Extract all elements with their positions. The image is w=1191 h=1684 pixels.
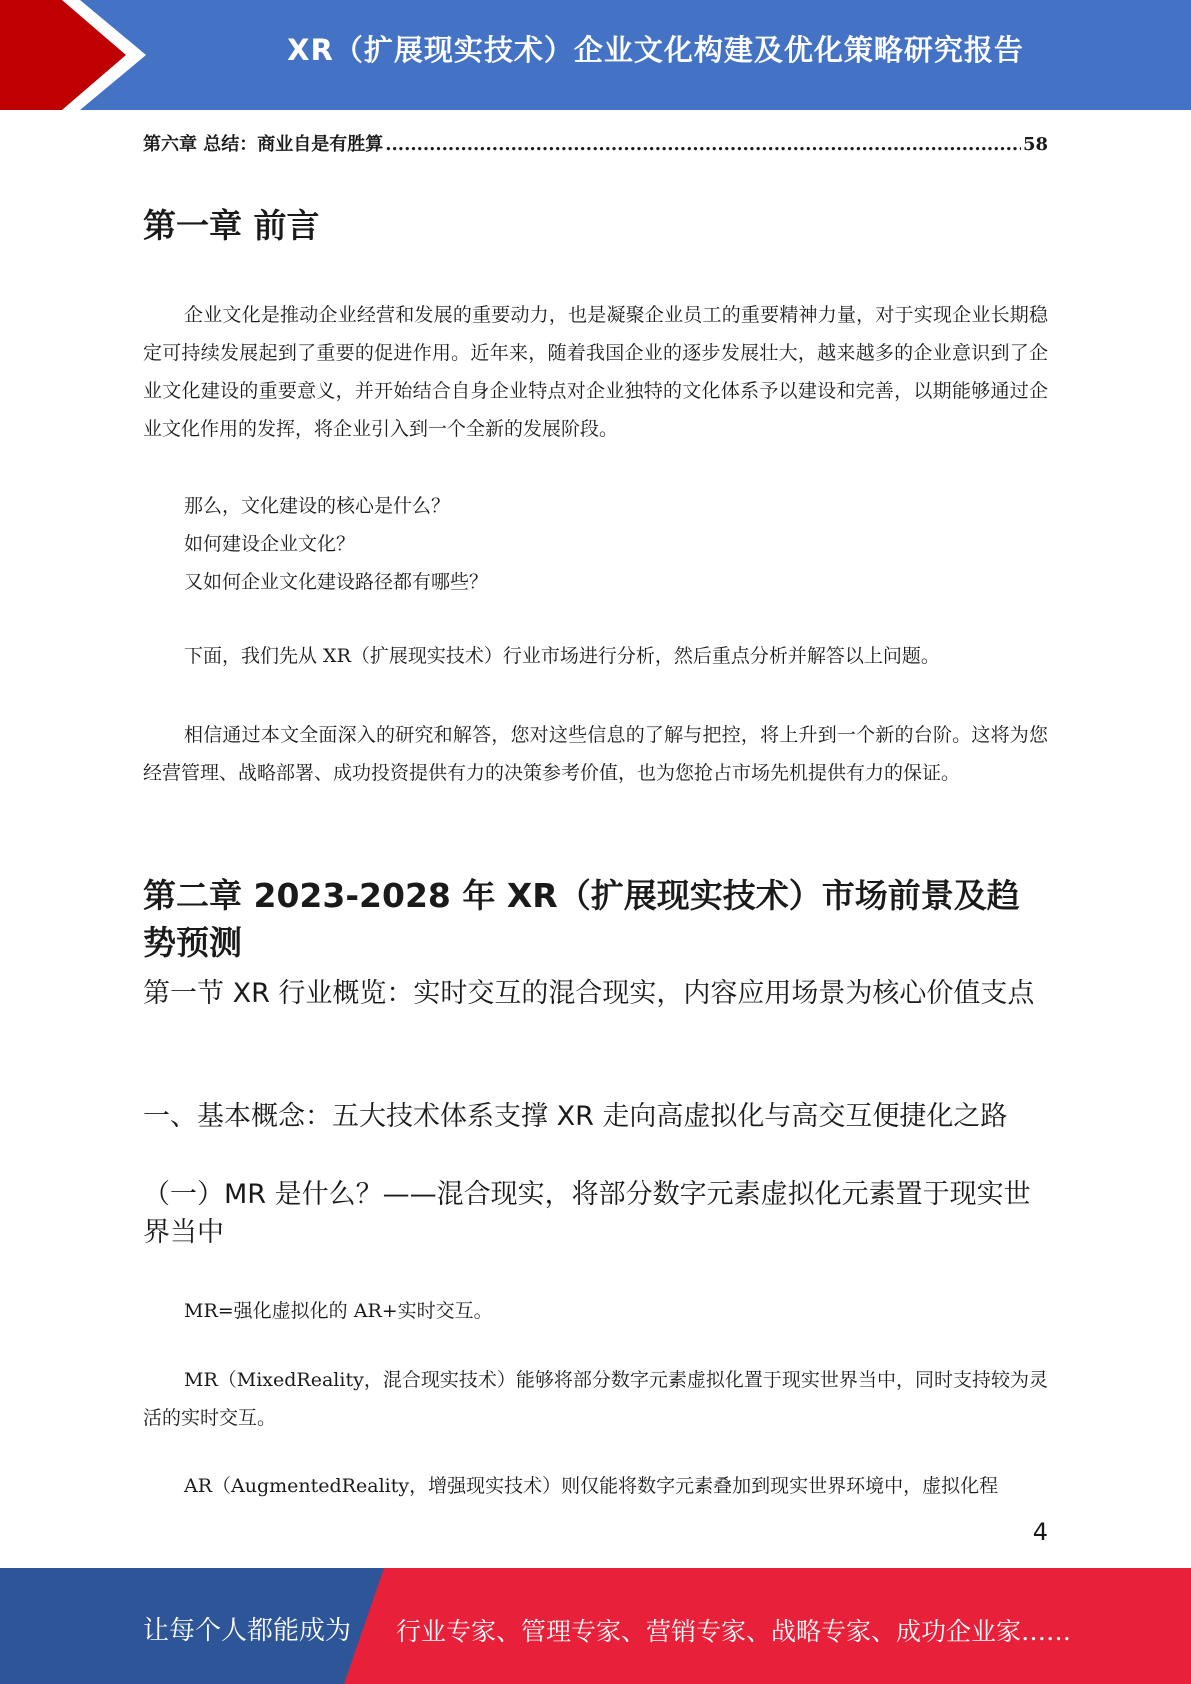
mr-definition-paragraph: MR（MixedReality，混合现实技术）能够将部分数字元素虚拟化置于现实世界当中，同时支持较为灵活的实时交互。 <box>143 1369 1048 1429</box>
transition-paragraph: 下面，我们先从 XR（扩展现实技术）行业市场进行分析，然后重点分析并解答以上问题。 <box>184 645 940 667</box>
subsection-1-title: 一、基本概念：五大技术体系支撑 XR 走向高虚拟化与高交互便捷化之路 <box>143 1101 1008 1132</box>
toc-entry-page: 58 <box>1022 134 1048 155</box>
chapter-1-title: 第一章 前言 <box>143 206 320 245</box>
toc-entry[interactable] <box>143 130 1048 156</box>
conclusion-paragraph: 相信通过本文全面深入的研究和解答，您对这些信息的了解与把控，将上升到一个新的台阶。这将为您经营管理、战略部署、成功投资提供有力的决策参考价值，也为您抢占市场先机提供有力的保证。 <box>143 724 1048 784</box>
intro-paragraph: 企业文化是推动企业经营和发展的重要动力，也是凝聚企业员工的重要精神力量，对于实现企业长期稳定可持续发展起到了重要的促进作用。近年来，随着我国企业的逐步发展壮大，越来越多的企业意识到了企业文化建设的重要意义，并开始结合自身企业特点对企业独特的文化体系予以建设和完善，以期能够通过企业文化作用的发挥，将企业引入到一个全新的发展阶段。 <box>143 304 1048 440</box>
mr-formula-paragraph: MR=强化虚拟化的 AR+实时交互。 <box>184 1300 493 1322</box>
toc-entry-label: 第六章 总结：商业自是有胜算 <box>143 134 384 155</box>
question-1: 那么，文化建设的核心是什么？ <box>184 495 451 517</box>
page-number: 4 <box>1032 1518 1048 1546</box>
footer-slogan-left: 让每个人都能成为 <box>143 1616 352 1646</box>
footer-slogan-right: 行业专家、管理专家、营销专家、战略专家、成功企业家…… <box>396 1617 1072 1646</box>
question-2: 如何建设企业文化？ <box>184 533 356 555</box>
section-1-title: 第一节 XR 行业概览：实时交互的混合现实，内容应用场景为核心价值支点 <box>143 978 1035 1009</box>
document-title: XR（扩展现实技术）企业文化构建及优化策略研究报告 <box>287 33 1024 67</box>
toc-leader-dots <box>385 134 1021 155</box>
subsection-1a-title: （一）MR 是什么？——混合现实，将部分数字元素虚拟化元素置于现实世界当中 <box>143 1179 1031 1248</box>
chapter-2-title: 第二章 2023-2028 年 XR（扩展现实技术）市场前景及趋势预测 <box>143 876 1020 962</box>
question-3: 又如何企业文化建设路径都有哪些？ <box>184 571 489 593</box>
header-band <box>0 0 1191 110</box>
ar-definition-paragraph: AR（AugmentedReality，增强现实技术）则仅能将数字元素叠加到现实世界环境中，虚拟化程 <box>184 1475 999 1497</box>
